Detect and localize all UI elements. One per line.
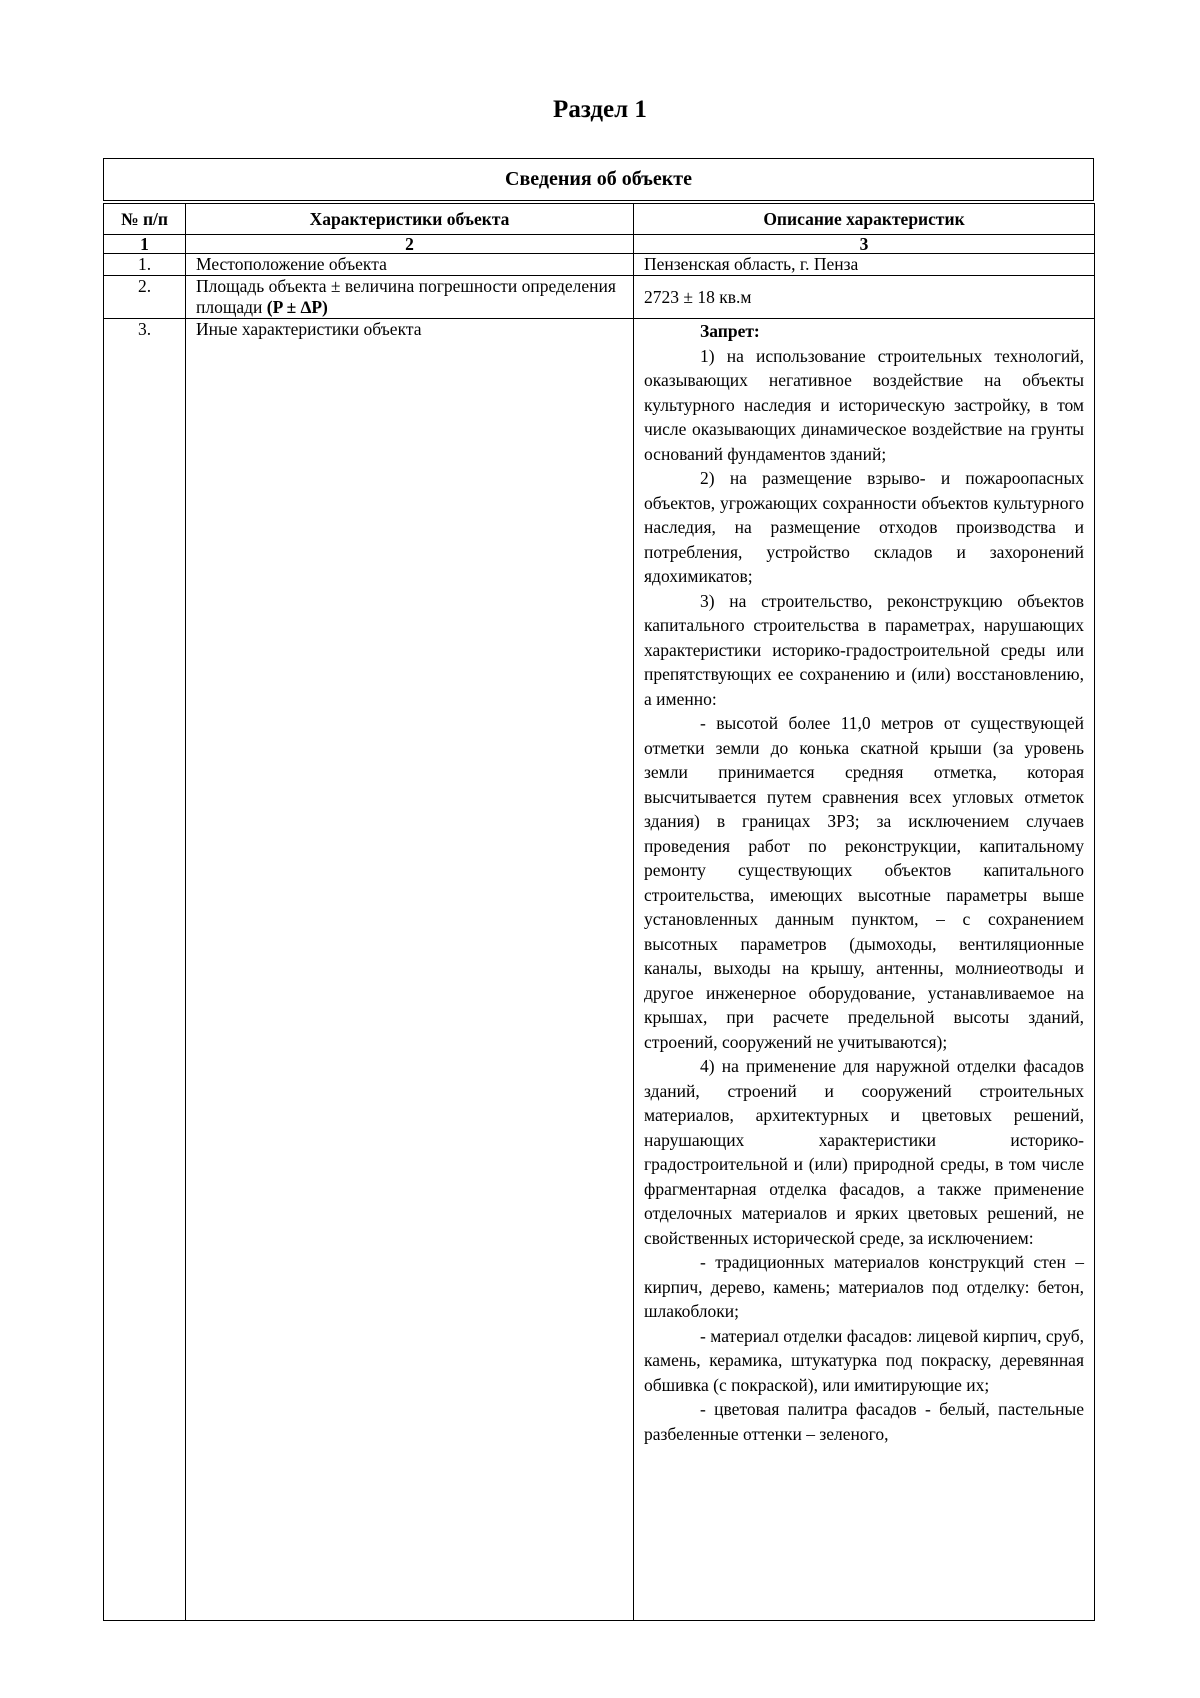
column-number: 1 bbox=[104, 235, 186, 254]
column-number: 3 bbox=[634, 235, 1095, 254]
table-row bbox=[104, 254, 1095, 276]
row-characteristic: Местоположение объекта bbox=[186, 254, 634, 276]
restriction-paragraph: 3) на строительство, реконструкцию объектов капитального строительства в параметрах, нарушающих характеристики историко-градостроительной среды или препятствующих ее сохранению и (или) восстановлению, а именно: bbox=[644, 590, 1084, 709]
restriction-paragraph: - цветовая палитра фасадов - белый, пастельные разбеленные оттенки – зеленого, bbox=[644, 1399, 1084, 1444]
row-description bbox=[634, 319, 1095, 1621]
row-number: 3. bbox=[104, 319, 186, 1621]
row-number: 1. bbox=[104, 254, 186, 276]
table-header-row bbox=[104, 204, 1095, 235]
characteristic-formula: (P ± ∆P) bbox=[266, 297, 328, 317]
restriction-paragraph: - традиционных материалов конструкций стен – кирпич, дерево, камень; материалов под отделку: бетон, шлакоблоки; bbox=[644, 1252, 1084, 1321]
column-number: 2 bbox=[186, 235, 634, 254]
header-description: Описание характеристик bbox=[634, 204, 1095, 235]
characteristic-text: Площадь объекта ± величина погрешности определения площади bbox=[196, 276, 616, 317]
row-description: 2723 ± 18 кв.м bbox=[634, 276, 1095, 319]
header-characteristic: Характеристики объекта bbox=[186, 204, 634, 235]
header-num: № п/п bbox=[104, 204, 186, 235]
restriction-paragraph: - материал отделки фасадов: лицевой кирпич, сруб, камень, керамика, штукатурка под покраску, деревянная обшивка (с покраской), или имитирующие их; bbox=[644, 1325, 1084, 1395]
restriction-heading: Запрет: bbox=[700, 321, 760, 341]
restriction-paragraph: 2) на размещение взрыво- и пожароопасных объектов, угрожающих сохранности объектов культурного наследия, на размещение отходов производства и потребления, устройство складов и захоронений ядохимикатов; bbox=[644, 468, 1084, 586]
table-row bbox=[104, 276, 1095, 319]
section-header-box bbox=[103, 158, 1094, 201]
section-header: Сведения об объекте bbox=[505, 168, 692, 190]
row-description: Пензенская область, г. Пенза bbox=[634, 254, 1095, 276]
column-number-row bbox=[104, 235, 1095, 254]
row-number: 2. bbox=[104, 276, 186, 319]
table-row bbox=[104, 319, 1095, 1621]
object-info-table bbox=[103, 203, 1095, 1621]
restriction-paragraph: - высотой более 11,0 метров от существующей отметки земли до конька скатной крыши (за уровень земли принимается средняя отметка, которая высчитывается путем сравнения всех угловых отметок здания) в границах ЗРЗ; за исключением случаев проведения работ по реконструкции, капитальному ремонту существующих объектов капитального строительства, имеющих высотные параметры выше установленных данным пунктом, – с сохранением высотных параметров (дымоходы, вентиляционные каналы, выходы на крышу, антенны, молниеотводы и другое инженерное оборудование, устанавливаемое на крышах, при расчете предельной высоты зданий, строений, сооружений не учитываются); bbox=[644, 713, 1084, 1052]
row-characteristic bbox=[186, 276, 634, 319]
restriction-paragraph: 4) на применение для наружной отделки фасадов зданий, строений и сооружений строительных материалов, архитектурных и цветовых решений, нарушающих характеристики историко-градостроительной и (или) природной среды, в том числе фрагментарная отделка фасадов, а также применение отделочных материалов и ярких цветовых решений, не свойственных исторической среде, за исключением: bbox=[644, 1056, 1084, 1248]
row-characteristic: Иные характеристики объекта bbox=[186, 319, 634, 1621]
page-title: Раздел 1 bbox=[553, 96, 647, 123]
restriction-paragraph: 1) на использование строительных технологий, оказывающих негативное воздействие на объекты культурного наследия и историческую застройку, в том числе оказывающих динамическое воздействие на грунты оснований фундаментов зданий; bbox=[644, 345, 1084, 464]
